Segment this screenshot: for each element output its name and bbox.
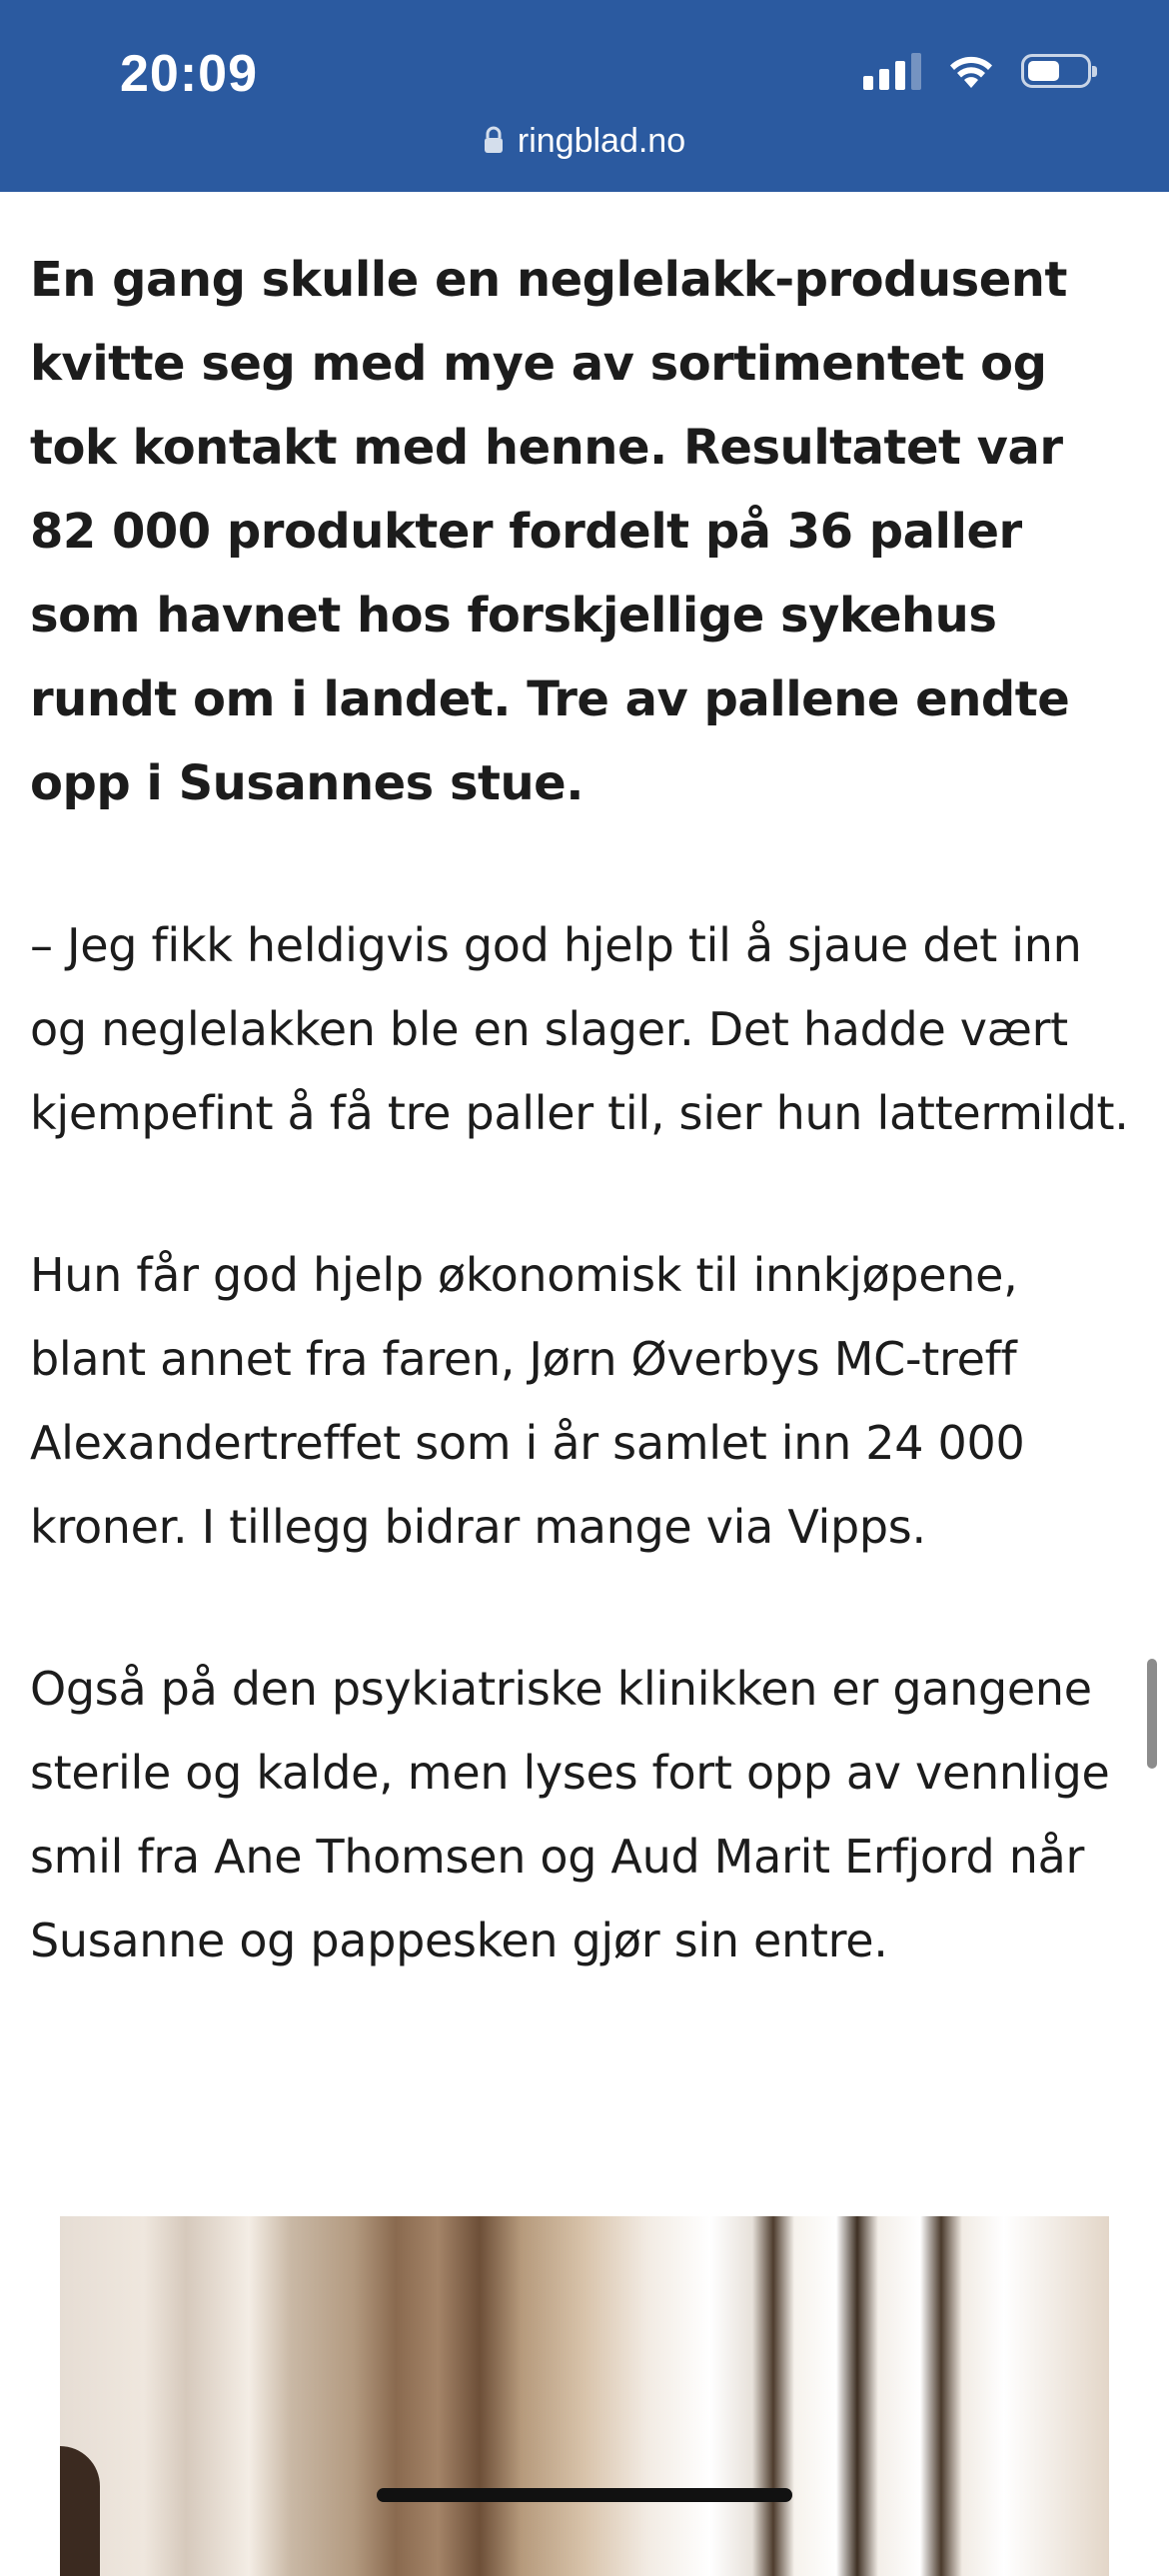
home-indicator[interactable]: [377, 2488, 792, 2502]
address-bar[interactable]: [0, 122, 1169, 161]
battery-icon: [1021, 54, 1091, 88]
article-paragraph: Hun får god hjelp økonomisk til innkjøpene, blant annet fra faren, Jørn Øverbys MC-treff Alexandertreffet som i år samlet inn 24 000 kroner. I tillegg bidrar mange via Vipps.: [30, 1248, 1025, 1554]
article-body: [30, 238, 1139, 2060]
signal-icon: [863, 52, 921, 90]
article-paragraph: – Jeg fikk heldigvis god hjelp til å sjaue det inn og neglelakken ble en slager. Det hadde vært kjempefint å få tre paller til, sier hun lattermildt.: [30, 918, 1129, 1140]
article-paragraph: Også på den psykiatriske klinikken er gangene sterile og kalde, men lyses fort opp av vennlige smil fra Ane Thomsen og Aud Marit Erfjord når Susanne og pappesken gjør sin entre.: [30, 1662, 1110, 1967]
battery-level: [1028, 61, 1059, 81]
status-icons: [863, 52, 1091, 90]
photo-figure: [60, 2446, 100, 2576]
article-paragraph-bold: En gang skulle en neglelakk-produsent kvitte seg med mye av sortimentet og tok kontakt med henne. Resultatet var 82 000 produkter fordelt på 36 paller som havnet hos forskjellige sykehus rundt om i landet. Tre av pallene endte opp i Susannes stue.: [30, 252, 1070, 811]
article-photo[interactable]: [60, 2216, 1109, 2576]
address-domain: ringblad.no: [517, 122, 686, 160]
browser-header: [0, 0, 1169, 192]
wifi-icon: [947, 52, 995, 90]
lock-icon: [484, 126, 504, 154]
status-time: 20:09: [120, 45, 258, 103]
scrollbar-thumb[interactable]: [1147, 1659, 1157, 1769]
